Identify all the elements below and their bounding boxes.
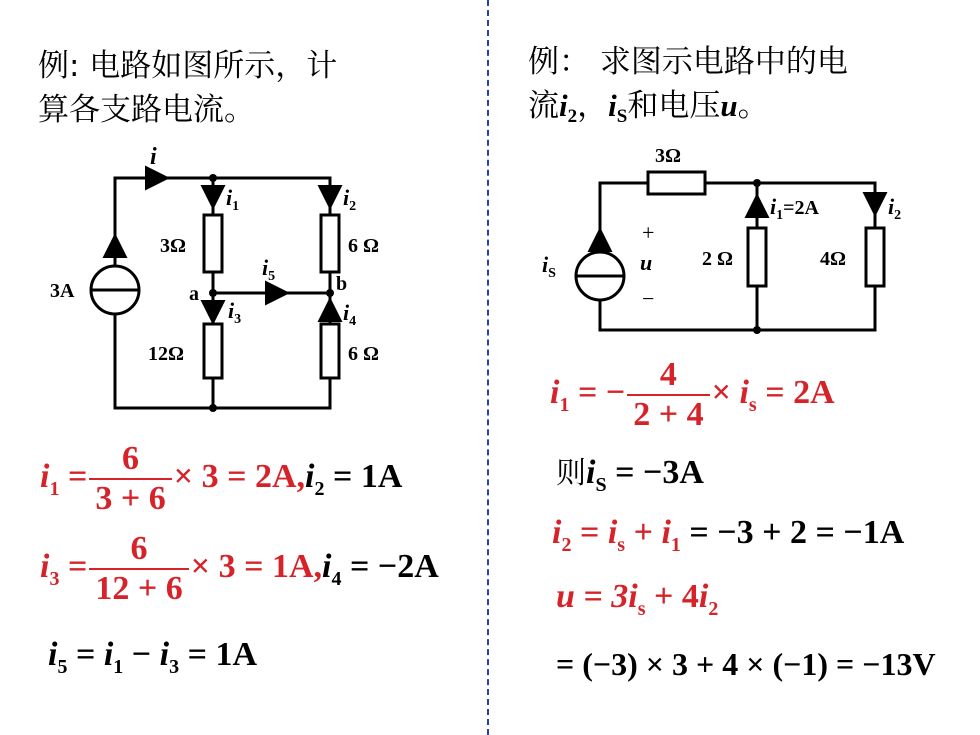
- left-eq1: $i_1$ = $\frac{6}{3 + 6}$ × $3 = 2A,i_2 = 1A$: [40, 440, 403, 517]
- eq3-i5: i: [48, 636, 58, 673]
- label-r-12ohm: 12Ω: [148, 343, 185, 365]
- eq1-i2-val: = 1A: [324, 457, 403, 495]
- eq2-i4-sub: 4: [331, 567, 342, 590]
- r-eq3-i1: i: [661, 514, 671, 551]
- left-eq3: $i_5 = i_1 - i_3 = 1A$: [48, 636, 258, 678]
- right-title-line1: 例： 求图示电路中的电: [528, 44, 848, 80]
- label-r-6ohm-top: 6 Ω: [348, 235, 380, 257]
- resistor-12ohm: [204, 324, 222, 378]
- r-eq2-val: = −3A: [606, 454, 704, 491]
- left-title-line1: 例: 电路如图所示，计: [38, 48, 338, 84]
- left-eq2: $i_3$ = $\frac{6}{12 + 6}$ × $3 = 1A,i_4 = -2A$: [40, 530, 439, 607]
- r-eq3-is: i: [607, 514, 618, 551]
- resistor-3ohm-right: [648, 172, 705, 194]
- label-is: $i_S$: [542, 252, 556, 281]
- eq1-rest: × 3 = 2A,: [173, 457, 306, 495]
- label-3a: 3A: [50, 280, 75, 302]
- r-eq1-sign: = −: [569, 373, 626, 411]
- r-eq4-i2-sub: 2: [708, 598, 719, 620]
- label-i1: $i_1$: [226, 185, 240, 214]
- r-eq1-is: i: [739, 373, 749, 411]
- label-u: u: [640, 250, 653, 275]
- right-title-is-sub: S: [616, 106, 628, 127]
- r-eq3-i2-sub: 2: [561, 534, 572, 556]
- r-eq3-val: = −3 + 2 = −1A: [680, 514, 905, 551]
- label-r-4ohm: 4Ω: [820, 248, 847, 270]
- r-eq1-num: 4: [659, 356, 677, 393]
- label-i: i: [150, 144, 157, 170]
- eq1-num: 6: [122, 440, 140, 477]
- right-eq3: [552, 514, 904, 557]
- r-eq1-val: = 2A: [756, 373, 835, 411]
- r-eq1-frac: [627, 356, 709, 434]
- eq1-i2: i: [305, 457, 315, 495]
- eq1-den: 3 + 6: [89, 478, 171, 518]
- eq3-i3: i: [159, 636, 170, 673]
- r-eq3-i2: i: [552, 514, 562, 551]
- eq2-lhs-sub: 3: [49, 567, 60, 590]
- label-plus: +: [642, 220, 655, 245]
- left-title-line2: 算各支路电流。: [38, 92, 255, 128]
- r-eq1-lhs-sub: 1: [559, 393, 570, 416]
- label-i5: $i_5$: [262, 255, 276, 284]
- label-minus: −: [642, 286, 655, 311]
- right-title-u: u: [720, 88, 738, 123]
- label-r-2ohm: 2 Ω: [702, 248, 734, 270]
- r-eq4-is-sub: s: [637, 598, 646, 620]
- r-eq4-b: + 4: [645, 578, 699, 615]
- label-i1-right: $i_1=2A$: [770, 194, 819, 223]
- node-a: a: [189, 283, 199, 305]
- right-title-and: 和电压: [627, 88, 721, 124]
- eq3-i1: i: [103, 636, 114, 673]
- right-eq5: = (−3) × 3 + 4 × (−1) = −13V: [556, 646, 936, 682]
- right-title-text-a: 流: [528, 88, 559, 124]
- eq2-frac: [89, 530, 188, 608]
- eq1-lhs-sub: 1: [49, 477, 60, 500]
- right-title-sep: ，: [577, 88, 609, 124]
- right-eq2: [556, 448, 704, 497]
- eq3-i5-sub: 5: [57, 656, 68, 678]
- resistor-3ohm: [204, 215, 222, 272]
- label-r-6ohm-bottom: 6 Ω: [348, 343, 380, 365]
- eq1-frac: [89, 440, 171, 518]
- label-i2: $i_2$: [343, 185, 357, 214]
- node-b: b: [336, 273, 348, 295]
- label-i3: $i_3$: [228, 298, 242, 327]
- eq3-i3-sub: 3: [169, 656, 180, 678]
- r-eq3-is-sub: s: [617, 534, 626, 556]
- eq2-rest: × 3 = 1A,: [190, 547, 323, 585]
- r-eq2-is: i: [586, 454, 596, 491]
- eq2-lhs: i: [40, 547, 50, 585]
- right-title-i: i: [559, 88, 568, 123]
- eq2-i4-val: = −2A: [341, 547, 439, 585]
- label-i2-right: $i_2$: [888, 194, 902, 223]
- right-title-is: i: [608, 88, 617, 123]
- resistor-4ohm: [866, 228, 884, 286]
- eq2-den: 12 + 6: [89, 568, 188, 608]
- resistor-2ohm: [748, 228, 766, 286]
- resistor-6ohm-bottom: [321, 324, 339, 378]
- eq3-tail: = 1A: [179, 636, 258, 673]
- r-eq3-plus: +: [625, 514, 662, 551]
- label-r-3ohm-right: 3Ω: [655, 145, 682, 167]
- eq2-num: 6: [130, 530, 148, 567]
- resistor-6ohm-top: [321, 215, 339, 272]
- label-i4: $i_4$: [343, 300, 357, 329]
- right-title-i-sub: 2: [567, 106, 578, 127]
- right-title-end: 。: [737, 88, 769, 124]
- r-eq1-lhs: i: [550, 373, 560, 411]
- r-eq1-den: 2 + 4: [627, 394, 709, 434]
- r-eq3-mid: =: [571, 514, 608, 551]
- r-eq4-a: u = 3: [556, 578, 629, 615]
- r-eq1-times: ×: [711, 373, 740, 411]
- eq2-i4: i: [322, 547, 332, 585]
- r-eq1-is-sub: s: [748, 393, 757, 416]
- right-eq4: [556, 578, 718, 621]
- r-eq3-i1-sub: 1: [670, 534, 681, 556]
- eq1-i2-sub: 2: [314, 477, 325, 500]
- eq1-lhs: i: [40, 457, 50, 495]
- label-r-3ohm: 3Ω: [160, 235, 187, 257]
- r-eq2-pre: 则: [556, 456, 586, 491]
- r-eq4-i2: i: [698, 578, 709, 615]
- r-eq2-is-sub: S: [595, 474, 607, 496]
- r-eq4-is: i: [628, 578, 638, 615]
- eq3-i1-sub: 1: [113, 656, 124, 678]
- right-eq1: [550, 356, 835, 434]
